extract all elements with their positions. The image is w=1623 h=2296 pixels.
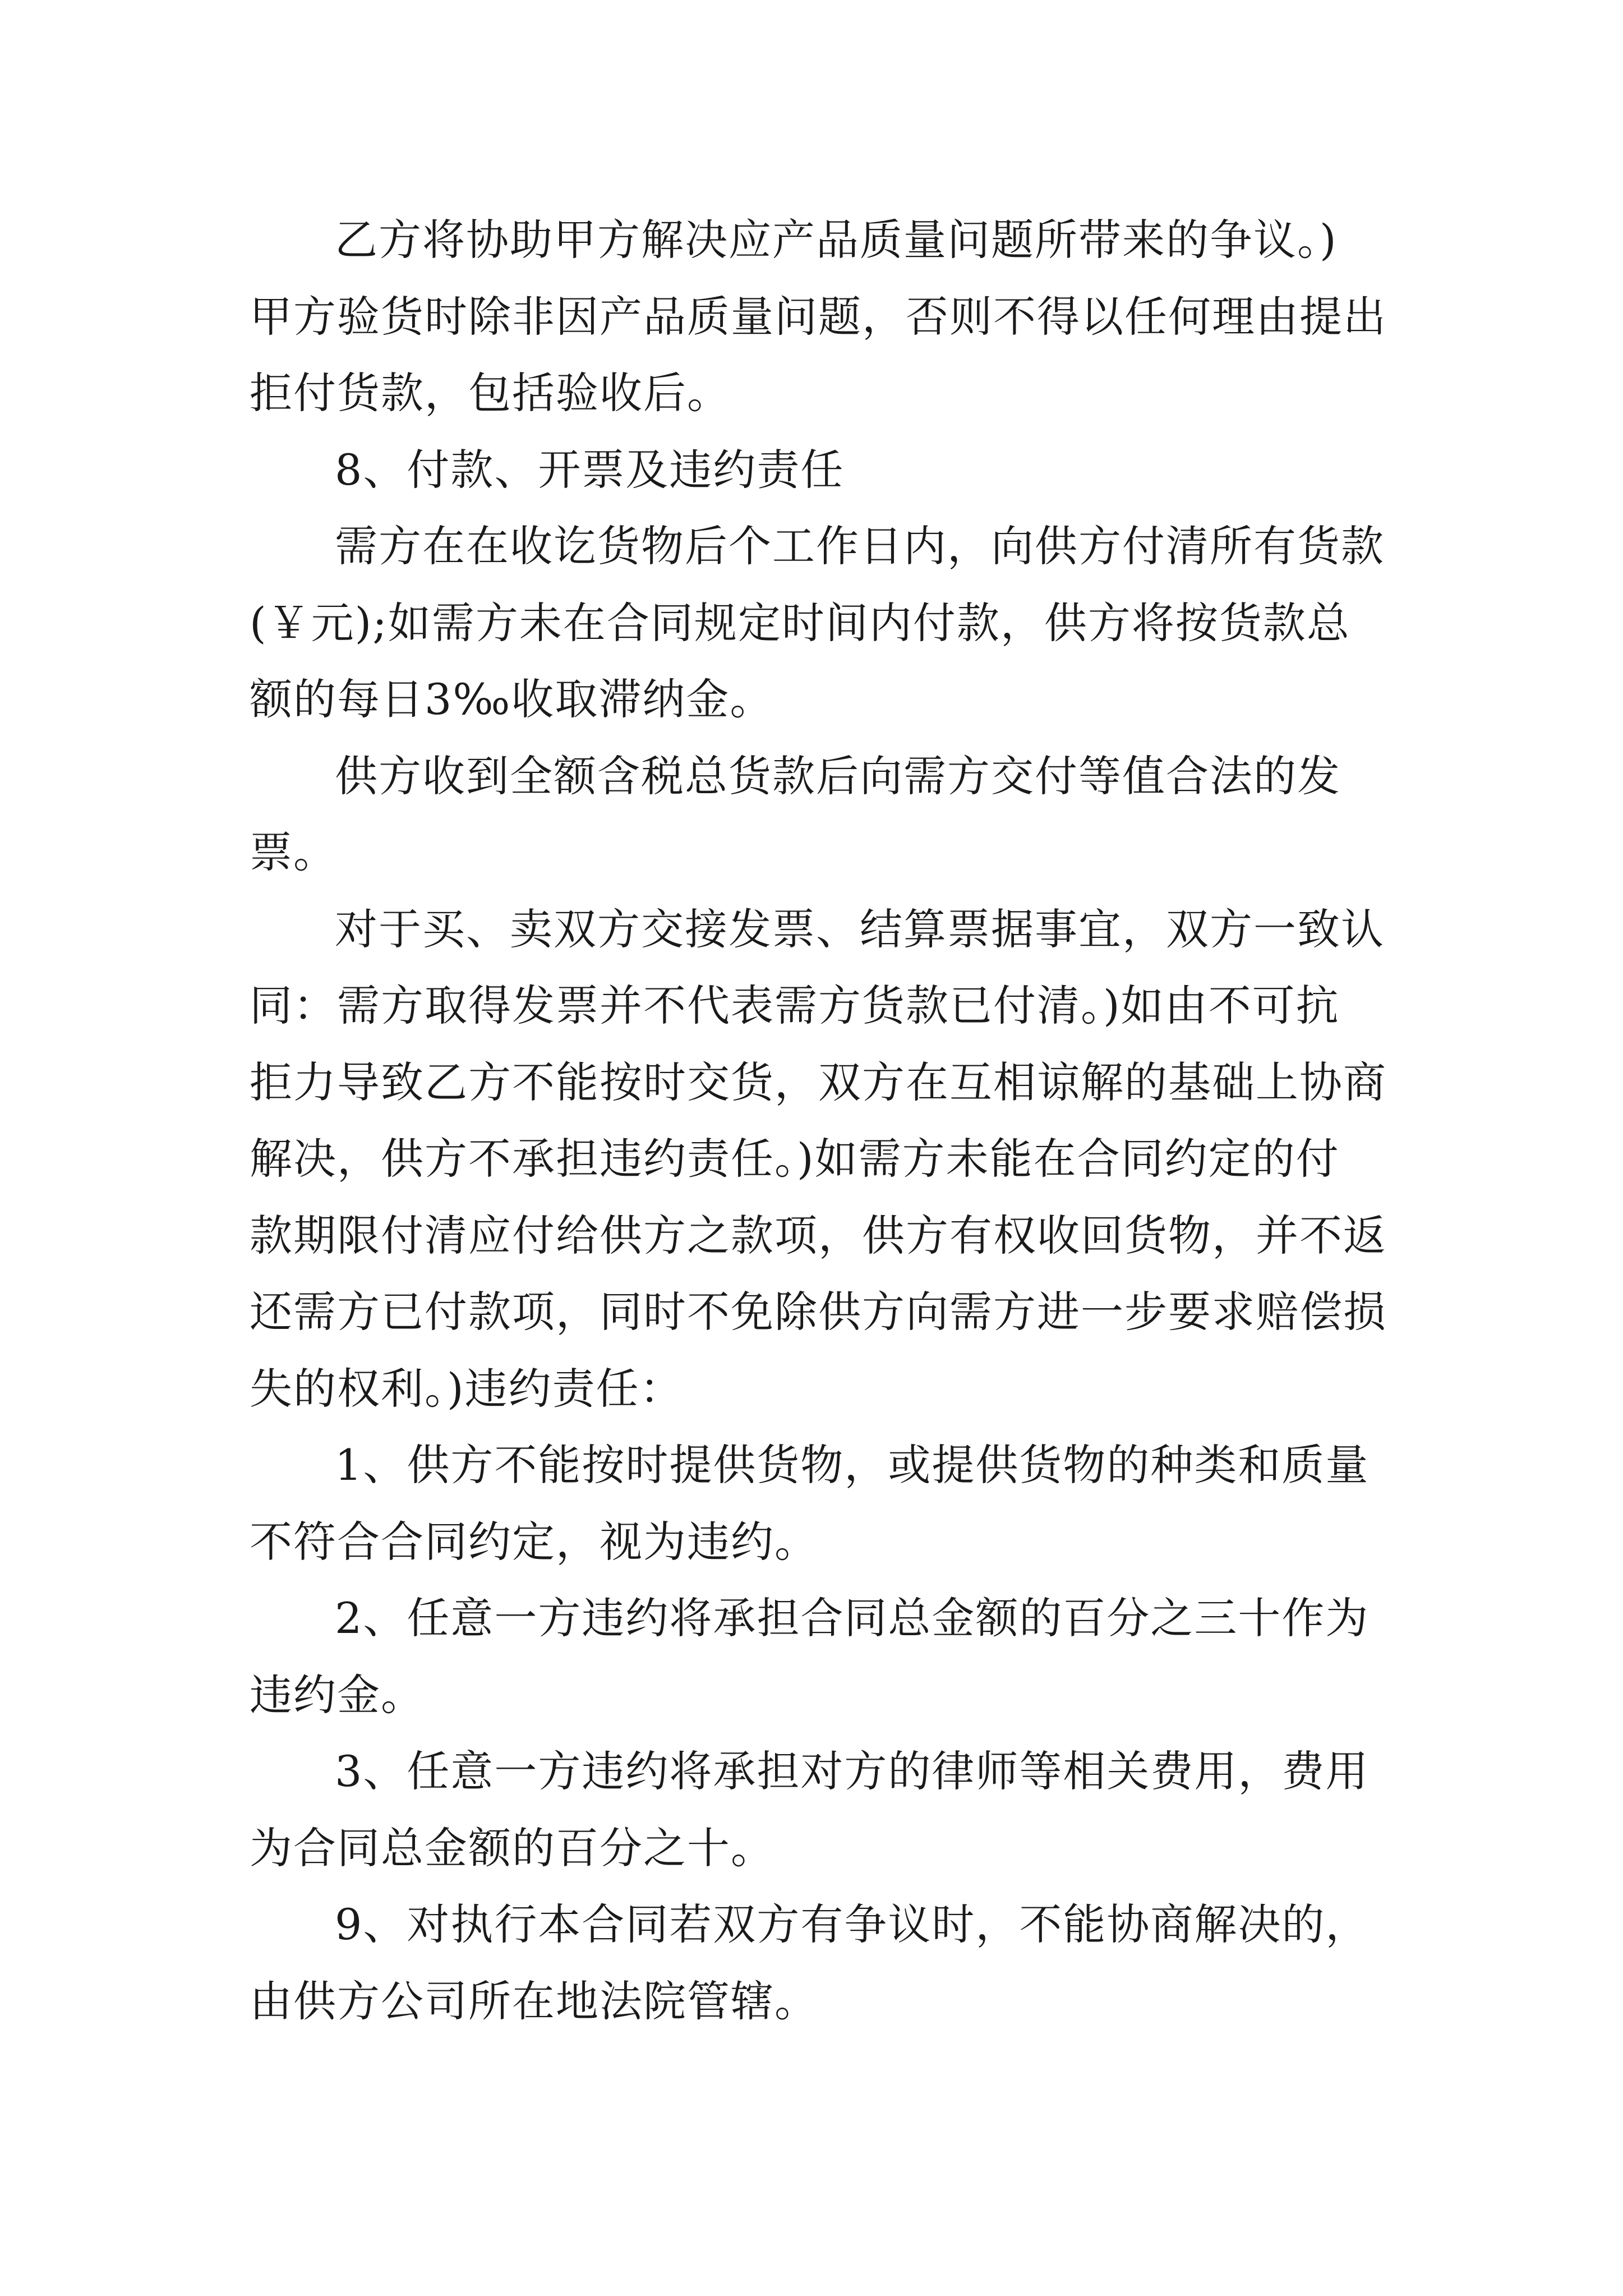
text-line: 拒付货款，包括验收后。	[250, 368, 731, 418]
text-line: 需方在在收讫货物后个工作日内，向供方付清所有货款	[335, 521, 1385, 571]
paragraph-p1	[250, 202, 1394, 432]
text-line: 票。	[250, 827, 337, 877]
paragraph-p5	[250, 891, 1394, 1428]
text-line: 9、对执行本合同若双方有争议时，不能协商解决的，	[335, 1899, 1370, 1949]
paragraph-p2	[250, 432, 1394, 509]
text-line: 失的权利。)违约责任：	[250, 1363, 684, 1414]
text-line: 款期限付清应付给供方之款项，供方有权收回货物，并不返	[250, 1210, 1387, 1260]
text-line: 甲方验货时除非因产品质量问题，否则不得以任何理由提出	[250, 291, 1387, 342]
document-body	[250, 202, 1394, 2040]
text-line: 为合同总金额的百分之十。	[250, 1823, 774, 1873]
paragraph-p6	[250, 1427, 1394, 1580]
paragraph-p8	[250, 1733, 1394, 1887]
text-line: 违约金。	[250, 1669, 425, 1720]
text-line: 供方收到全额含税总货款后向需方交付等值合法的发	[335, 751, 1341, 801]
text-line: 额的每日3‰收取滞纳金。	[250, 674, 774, 724]
paragraph-p3	[250, 508, 1394, 738]
paragraph-p9	[250, 1887, 1394, 2040]
text-line: 1、供方不能按时提供货物，或提供货物的种类和质量	[335, 1440, 1370, 1490]
text-line: 拒力导致乙方不能按时交货，双方在互相谅解的基础上协商	[250, 1057, 1387, 1107]
text-line: 解决，供方不承担违约责任。)如需方未能在合同约定的付	[250, 1134, 1340, 1184]
text-line: 乙方将协助甲方解决应产品质量问题所带来的争议。)	[335, 215, 1338, 265]
text-line: 2、任意一方违约将承担合同总金额的百分之三十作为	[335, 1593, 1370, 1643]
text-line: 还需方已付款项，同时不免除供方向需方进一步要求赔偿损	[250, 1287, 1387, 1337]
paragraph-p4	[250, 738, 1394, 891]
text-line: 不符合合同约定，视为违约。	[250, 1516, 818, 1567]
text-line: 对于买、卖双方交接发票、结算票据事宜，双方一致认	[335, 904, 1385, 954]
text-line: (￥元);如需方未在合同规定时间内付款，供方将按货款总	[250, 597, 1350, 648]
paragraph-p7	[250, 1580, 1394, 1733]
text-line: 8、付款、开票及违约责任	[335, 444, 845, 495]
text-line: 3、任意一方违约将承担对方的律师等相关费用，费用	[335, 1746, 1370, 1796]
text-line: 由供方公司所在地法院管辖。	[250, 1976, 818, 2026]
text-line: 同：需方取得发票并不代表需方货款已付清。)如由不可抗	[250, 981, 1340, 1030]
